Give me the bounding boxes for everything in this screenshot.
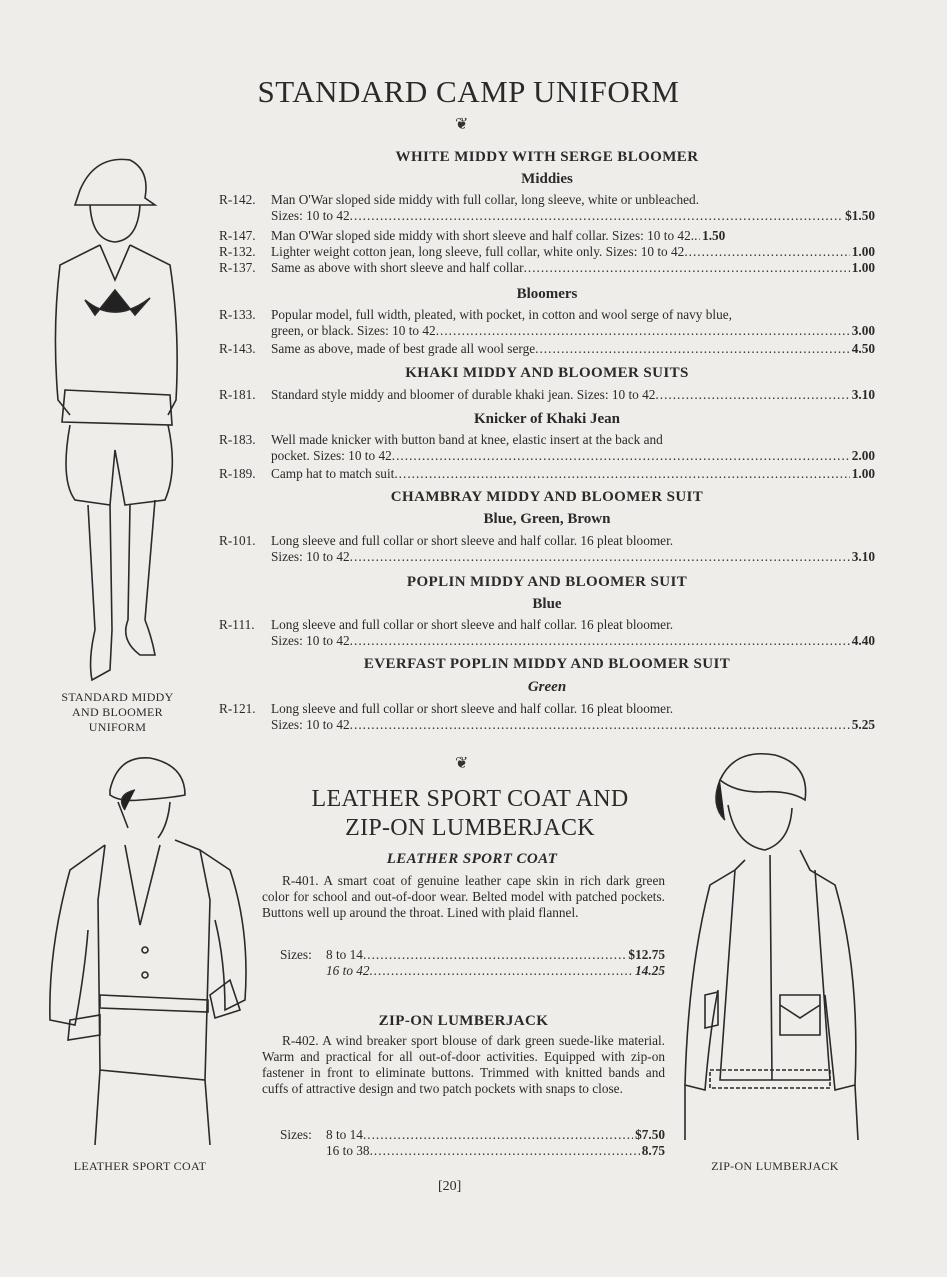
- caption-lumberjack: ZIP-ON LUMBERJACK: [711, 1159, 839, 1173]
- section-heading-white-middy: WHITE MIDDY WITH SERGE BLOOMER: [395, 149, 699, 165]
- section2-title: LEATHER SPORT COAT AND ZIP-ON LUMBERJACK: [311, 786, 629, 841]
- section-heading-poplin: POPLIN MIDDY AND BLOOMER SUIT: [406, 574, 688, 590]
- list-item: R-189. Camp hat to match suit ..... 1.00: [219, 466, 875, 482]
- list-item: R-137. Same as above with short sleeve and half collar ..... 1.00: [219, 260, 875, 276]
- ornament-icon: ❦: [455, 116, 469, 133]
- page-title: STANDARD CAMP UNIFORM: [257, 74, 680, 109]
- lumberjack-illustration: [680, 750, 870, 1160]
- list-item: R-183. Well made knicker with button band at knee, elastic insert at the back and pocket. Sizes: 10 to 42 ..... 2.00: [219, 432, 875, 464]
- subheading-middies: Middies: [521, 171, 573, 187]
- list-item: R-147. Man O'War sloped side middy with short sleeve and half collar. Sizes: 10 to 42. ..... 1.50: [219, 228, 875, 244]
- section-heading-chambray: CHAMBRAY MIDDY AND BLOOMER SUIT: [390, 489, 704, 505]
- list-item: R-101. Long sleeve and full collar or short sleeve and half collar. 16 pleat bloomer. Sizes: 10 to 42 ..... 3.10: [219, 533, 875, 565]
- subheading-bloomers: Bloomers: [516, 286, 578, 302]
- subheading-poplin-color: Blue: [532, 596, 562, 612]
- section-heading-everfast: EVERFAST POPLIN MIDDY AND BLOOMER SUIT: [363, 656, 731, 672]
- list-item: R-132. Lighter weight cotton jean, long sleeve, full collar, white only. Sizes: 10 to 42 ..... 1.00: [219, 244, 875, 260]
- ornament-icon: ❦: [455, 755, 469, 772]
- heading-zip-on-lumberjack: ZIP-ON LUMBERJACK: [378, 1013, 549, 1029]
- heading-leather-sport-coat: LEATHER SPORT COAT: [386, 851, 558, 867]
- middy-uniform-illustration: [40, 150, 200, 690]
- list-item: R-142. Man O'War sloped side middy with full collar, long sleeve, white or unbleached. Sizes: 10 to 42 ..... $1.50: [219, 192, 875, 224]
- caption-middy-uniform: STANDARD MIDDY AND BLOOMER UNIFORM: [61, 690, 174, 734]
- description-leather-coat: R-401. A smart coat of genuine leather cape skin in rich dark green color for school and out-of-door wear. Belted model with patched pockets. Buttons well up around the throat. Lined with plaid flannel.: [262, 873, 665, 920]
- section-heading-khaki: KHAKI MIDDY AND BLOOMER SUITS: [405, 365, 689, 381]
- caption-leather-coat: LEATHER SPORT COAT: [73, 1159, 207, 1173]
- subheading-knicker: Knicker of Khaki Jean: [474, 411, 620, 427]
- list-item: R-133. Popular model, full width, pleated, with pocket, in cotton and wool serge of navy blue, green, or black. Sizes: 10 to 42 ..... 3.00: [219, 307, 875, 339]
- subheading-chambray-colors: Blue, Green, Brown: [483, 511, 611, 527]
- sizes-lumberjack: Sizes: 8 to 14 ..... $7.50 16 to 38 ..... 8.75: [280, 1127, 665, 1159]
- leather-coat-illustration: [40, 750, 250, 1155]
- list-item: R-181. Standard style middy and bloomer of durable khaki jean. Sizes: 10 to 42 ..... 3.10: [219, 387, 875, 403]
- subheading-everfast-color: Green: [527, 679, 567, 695]
- page-number: [20]: [438, 1179, 462, 1194]
- list-item: R-111. Long sleeve and full collar or short sleeve and half collar. 16 pleat bloomer. Sizes: 10 to 42 ..... 4.40: [219, 617, 875, 649]
- list-item: R-121. Long sleeve and full collar or short sleeve and half collar. 16 pleat bloomer. Sizes: 10 to 42 ..... 5.25: [219, 701, 875, 733]
- sizes-leather-coat: Sizes: 8 to 14 ..... $12.75 16 to 42 ..... 14.25: [280, 947, 665, 979]
- list-item: R-143. Same as above, made of best grade all wool serge ..... 4.50: [219, 341, 875, 357]
- description-lumberjack: R-402. A wind breaker sport blouse of dark green suede-like material. Warm and practical for all out-of-door activities. Equipped with zip-on fastener in front to eliminate buttons. Trimmed with knitted bands and cuffs of attractive design and two patch pockets with snaps to close.: [262, 1033, 665, 1096]
